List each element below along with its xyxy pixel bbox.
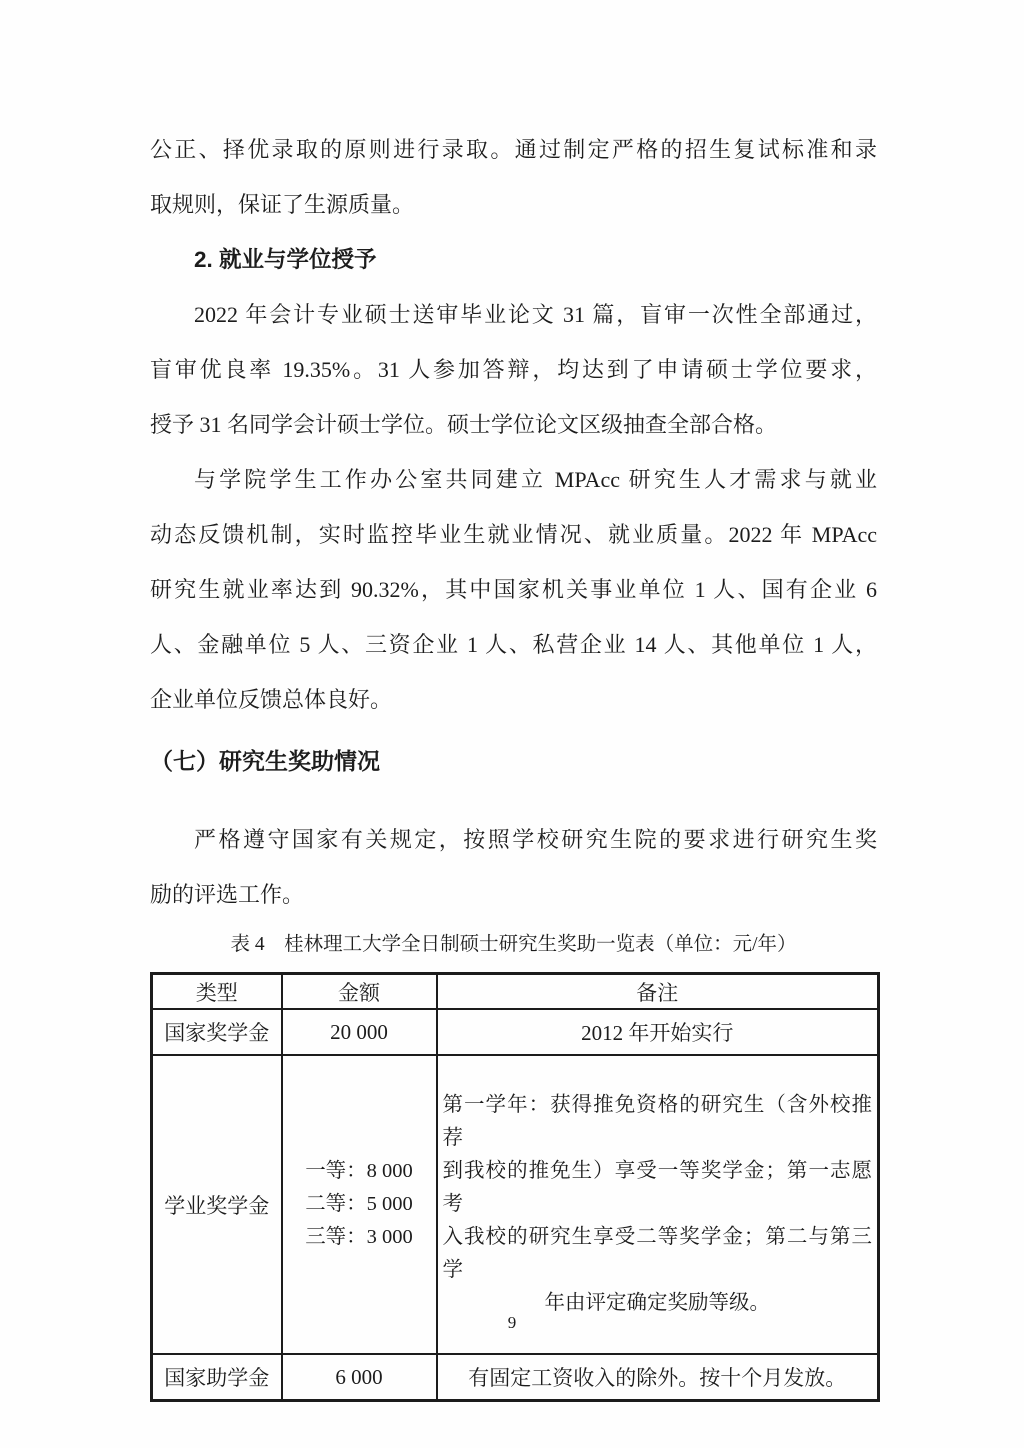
- text-line: 动态反馈机制，实时监控毕业生就业情况、就业质量。2022 年 MPAcc: [150, 522, 877, 547]
- header-amount: 金额: [282, 974, 437, 1010]
- cell-type: 国家助学金: [152, 1354, 282, 1401]
- amount-tier-line: 三等：3 000: [305, 1226, 413, 1248]
- header-type: 类型: [152, 974, 282, 1010]
- paragraph-thesis: [150, 287, 877, 452]
- cell-amount: 6 000: [282, 1354, 437, 1401]
- paragraph-employment: [150, 452, 877, 727]
- table-row: [152, 1354, 879, 1401]
- amount-tiers: [305, 1155, 413, 1254]
- text-line: 企业单位反馈总体良好。: [150, 687, 393, 712]
- header-note: 备注: [437, 974, 879, 1010]
- table-row: [152, 1009, 879, 1055]
- cell-note: 有固定工资收入的除外。按十个月发放。: [437, 1354, 879, 1401]
- text-line: 2022 年会计专业硕士送审毕业论文 31 篇，盲审一次性全部通过，: [194, 302, 877, 327]
- page-number: 9: [507, 1313, 517, 1332]
- text-line: 研究生就业率达到 90.32%，其中国家机关事业单位 1 人、国有企业 6: [150, 577, 877, 602]
- note-line: 第一学年：获得推免资格的研究生（含外校推荐: [442, 1094, 872, 1149]
- text-line: 人、金融单位 5 人、三资企业 1 人、私营企业 14 人、其他单位 1 人，: [150, 632, 877, 657]
- note-line: 年由评定确定奖励等级。: [544, 1292, 770, 1314]
- text-line: 公正、择优录取的原则进行录取。通过制定严格的招生复试标准和录: [150, 137, 877, 162]
- paragraph-awards: [150, 812, 877, 922]
- note-line: 入我校的研究生享受二等奖学金；第二与第三学: [442, 1226, 872, 1281]
- cell-note: 2012 年开始实行: [437, 1009, 879, 1055]
- amount-tier-line: 一等：8 000: [305, 1160, 413, 1182]
- cell-amount: 20 000: [282, 1009, 437, 1055]
- text-line: 授予 31 名同学会计硕士学位。硕士学位论文区级抽查全部合格。: [150, 412, 778, 437]
- note-block: [443, 1061, 873, 1347]
- page-content: [150, 0, 877, 1402]
- text-line: 取规则，保证了生源质量。: [150, 192, 415, 217]
- cell-type: 学业奖学金: [152, 1055, 282, 1354]
- cell-type: 国家奖学金: [152, 1009, 282, 1055]
- paragraph-continuation: [150, 0, 877, 232]
- note-line: 到我校的推免生）享受一等奖学金；第一志愿考: [442, 1160, 872, 1215]
- text-line: 励的评选工作。: [150, 882, 305, 907]
- heading-employment-degrees: 2. 就业与学位授予: [194, 247, 377, 272]
- heading-awards-section: （七）研究生奖助情况: [150, 749, 380, 774]
- amount-tier-line: 二等：5 000: [305, 1193, 413, 1215]
- table-header-row: [152, 974, 879, 1010]
- table-caption: 表 4 桂林理工大学全日制硕士研究生奖助一览表（单位：元/年）: [230, 934, 797, 955]
- text-line: 与学院学生工作办公室共同建立 MPAcc 研究生人才需求与就业: [194, 467, 877, 492]
- awards-table: [150, 972, 880, 1402]
- text-line: 严格遵守国家有关规定，按照学校研究生院的要求进行研究生奖: [194, 827, 877, 852]
- text-line: 盲审优良率 19.35%。31 人参加答辩，均达到了申请硕士学位要求，: [150, 357, 877, 382]
